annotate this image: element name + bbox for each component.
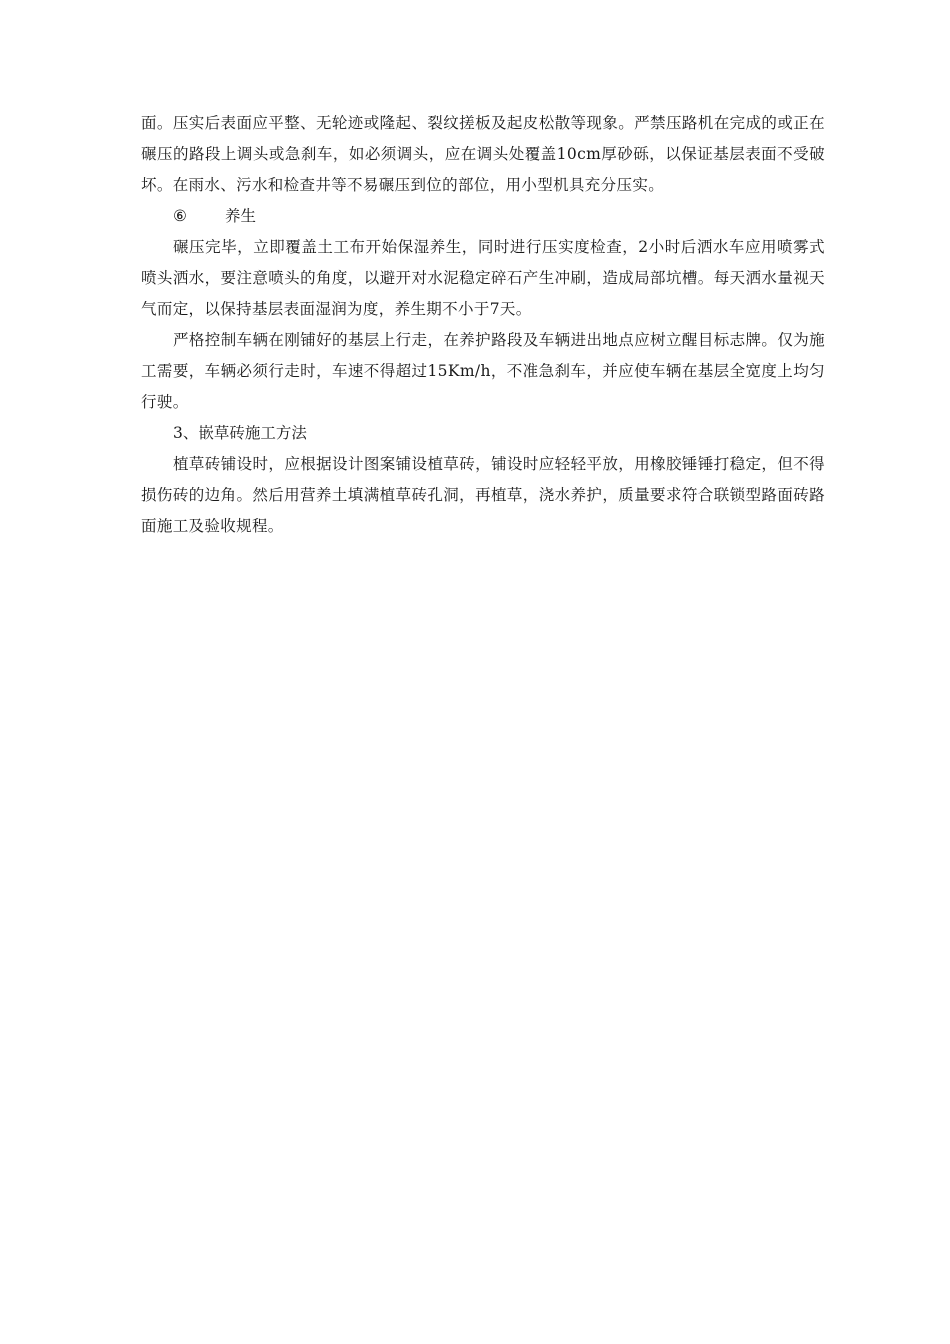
subsection-heading-curing bbox=[141, 201, 825, 232]
paragraph-compaction: 面。压实后表面应平整、无轮迹或隆起、裂纹搓板及起皮松散等现象。严禁压路机在完成的或正在碾压的路段上调头或急刹车，如必须调头，应在调头处覆盖10cm厚砂砾，以保证基层表面不受破坏。在雨水、污水和检查井等不易碾压到位的部位，用小型机具充分压实。 bbox=[141, 114, 825, 194]
paragraph-traffic-control: 严格控制车辆在刚铺好的基层上行走，在养护路段及车辆进出地点应树立醒目标志牌。仅为施工需要，车辆必须行走时，车速不得超过15Km/h，不准急刹车，并应使车辆在基层全宽度上均匀行驶。 bbox=[141, 331, 825, 411]
section-heading-grass-brick: 3、嵌草砖施工方法 bbox=[173, 424, 307, 442]
document-page bbox=[141, 108, 825, 542]
subsection-title: 养生 bbox=[225, 207, 257, 225]
paragraph-curing-watering: 碾压完毕，立即覆盖土工布开始保湿养生，同时进行压实度检查，2小时后洒水车应用喷雾式喷头洒水，要注意喷头的角度，以避开对水泥稳定碎石产生冲刷，造成局部坑槽。每天洒水量视天气而定，以保持基层表面湿润为度，养生期不小于7天。 bbox=[141, 238, 825, 318]
paragraph-grass-brick-laying: 植草砖铺设时，应根据设计图案铺设植草砖，铺设时应轻轻平放，用橡胶锤锤打稳定，但不得损伤砖的边角。然后用营养土填满植草砖孔洞，再植草，浇水养护，质量要求符合联锁型路面砖路面施工及验收规程。 bbox=[141, 455, 825, 535]
subsection-number: ⑥ bbox=[173, 207, 187, 225]
